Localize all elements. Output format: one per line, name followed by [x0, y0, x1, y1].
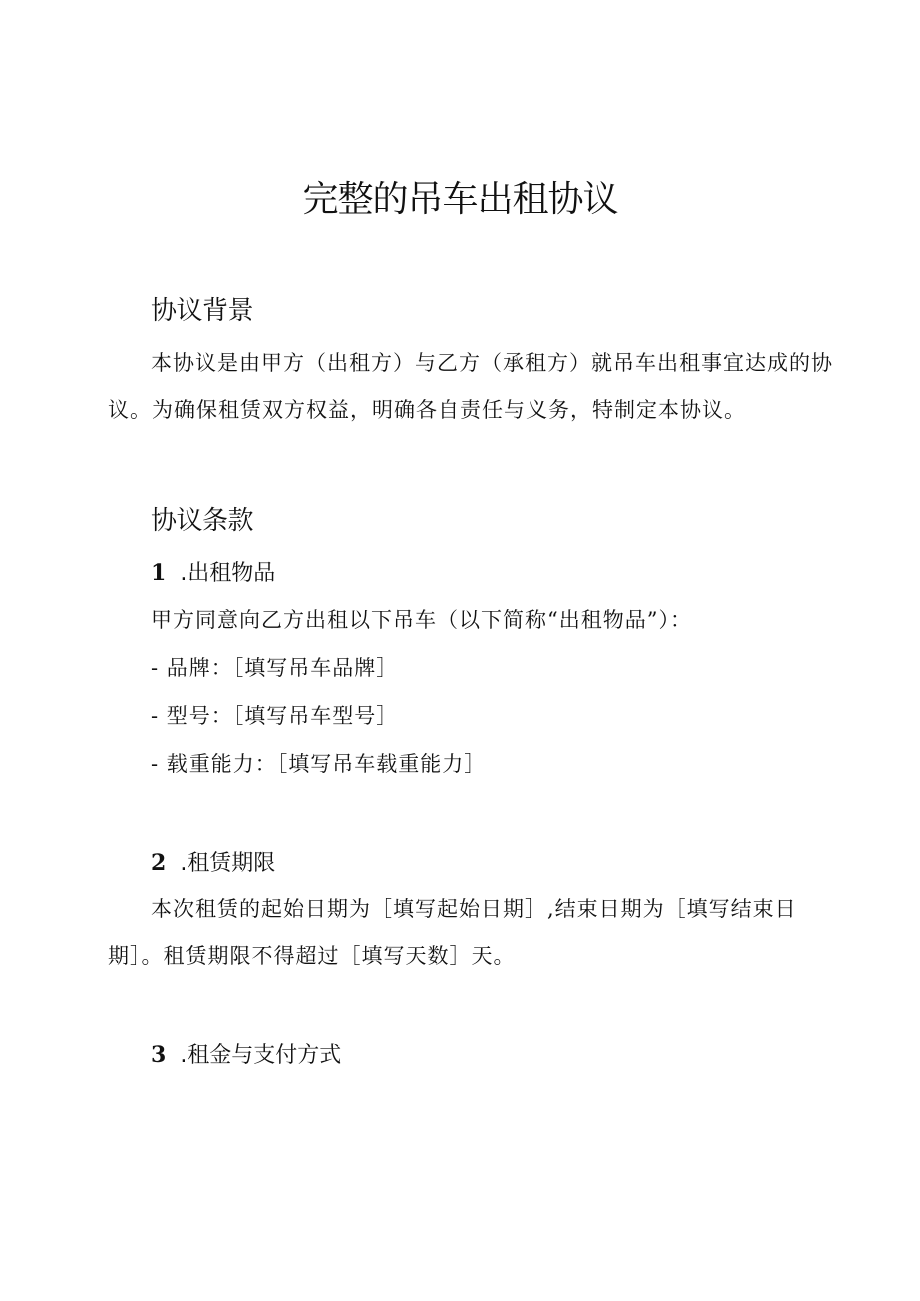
clause-1-number: 1	[151, 560, 167, 586]
background-paragraph: 本协议是由甲方（出租方）与乙方（承租方）就吊车出租事宜达成的协议。为确保租赁双方权益，明确各自责任与义务，特制定本协议。	[108, 351, 833, 422]
clause-1-item-capacity: - 载重能力：［填写吊车载重能力］	[151, 752, 487, 776]
section-heading-terms: 协议条款	[151, 506, 254, 536]
section-heading-background: 协议背景	[151, 296, 254, 326]
clause-3-heading	[151, 1040, 341, 1071]
document-title: 完整的吊车出租协议	[302, 179, 618, 220]
clause-3-title: .租金与支付方式	[180, 1043, 342, 1068]
clause-2-heading	[151, 848, 275, 879]
clause-2-paragraph: 本次租赁的起始日期为［填写起始日期］,结束日期为［填写结束日期］。租赁期限不得超过［填写天数］天。	[108, 897, 797, 968]
clause-1-item-brand: - 品牌：［填写吊车品牌］	[151, 656, 399, 680]
clause-1-heading	[151, 558, 275, 589]
clause-2-number: 2	[151, 850, 167, 876]
clause-1-title: .出租物品	[180, 561, 276, 586]
clause-3-number: 3	[151, 1042, 167, 1068]
clause-1-item-model: - 型号：［填写吊车型号］	[151, 704, 399, 728]
clause-2-title: .租赁期限	[180, 851, 276, 876]
clause-1-intro: 甲方同意向乙方出租以下吊车（以下简称“出租物品”）：	[151, 608, 692, 632]
